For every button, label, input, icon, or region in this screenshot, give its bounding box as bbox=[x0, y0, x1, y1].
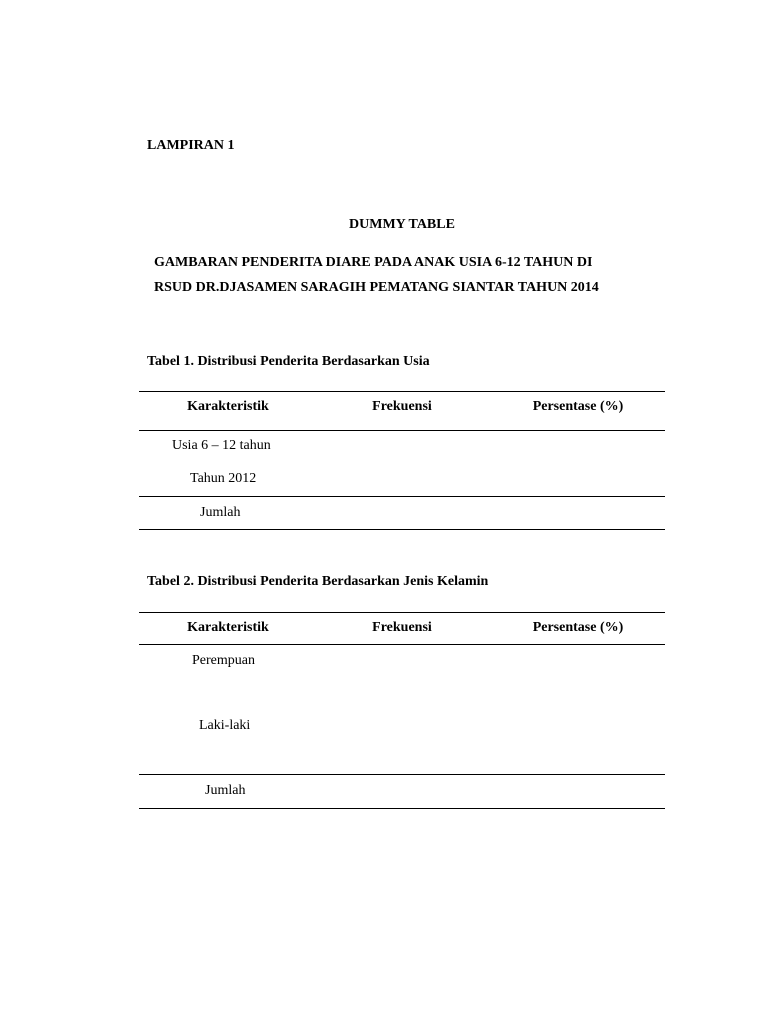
appendix-label: LAMPIRAN 1 bbox=[147, 138, 235, 153]
table-1-top-rule bbox=[139, 391, 665, 392]
table-2-header-karakteristik: Karakteristik bbox=[187, 620, 269, 635]
table-1-caption: Tabel 1. Distribusi Penderita Berdasarkan Usia bbox=[147, 354, 430, 369]
document-title: DUMMY TABLE bbox=[349, 217, 455, 232]
table-2-caption: Tabel 2. Distribusi Penderita Berdasarkan Jenis Kelamin bbox=[147, 574, 489, 589]
table-1-header-rule bbox=[139, 430, 665, 431]
table-1-body-rule bbox=[139, 496, 665, 497]
table-1-header-frekuensi: Frekuensi bbox=[372, 399, 432, 414]
table-2-header-frekuensi: Frekuensi bbox=[372, 620, 432, 635]
table-1-header-karakteristik: Karakteristik bbox=[187, 399, 269, 414]
table-1-total-label: Jumlah bbox=[200, 505, 241, 520]
table-2-total-label: Jumlah bbox=[205, 783, 246, 798]
document-subtitle-line-1: GAMBARAN PENDERITA DIARE PADA ANAK USIA 6-12 TAHUN DI bbox=[154, 255, 593, 270]
table-2-bottom-rule bbox=[139, 808, 665, 809]
table-2-body-rule bbox=[139, 774, 665, 775]
table-1-row-label: Tahun 2012 bbox=[190, 471, 257, 486]
table-2-row-label: Laki-laki bbox=[199, 718, 251, 733]
table-1-header-persentase: Persentase (%) bbox=[532, 399, 624, 414]
table-2-header-persentase: Persentase (%) bbox=[532, 620, 624, 635]
table-2-row-label: Perempuan bbox=[192, 653, 255, 668]
table-2-top-rule bbox=[139, 612, 665, 613]
table-1-bottom-rule bbox=[139, 529, 665, 530]
table-1-row-label: Usia 6 – 12 tahun bbox=[172, 438, 271, 453]
table-2-header-rule bbox=[139, 644, 665, 645]
document-subtitle-line-2: RSUD DR.DJASAMEN SARAGIH PEMATANG SIANTAR TAHUN 2014 bbox=[154, 280, 599, 295]
